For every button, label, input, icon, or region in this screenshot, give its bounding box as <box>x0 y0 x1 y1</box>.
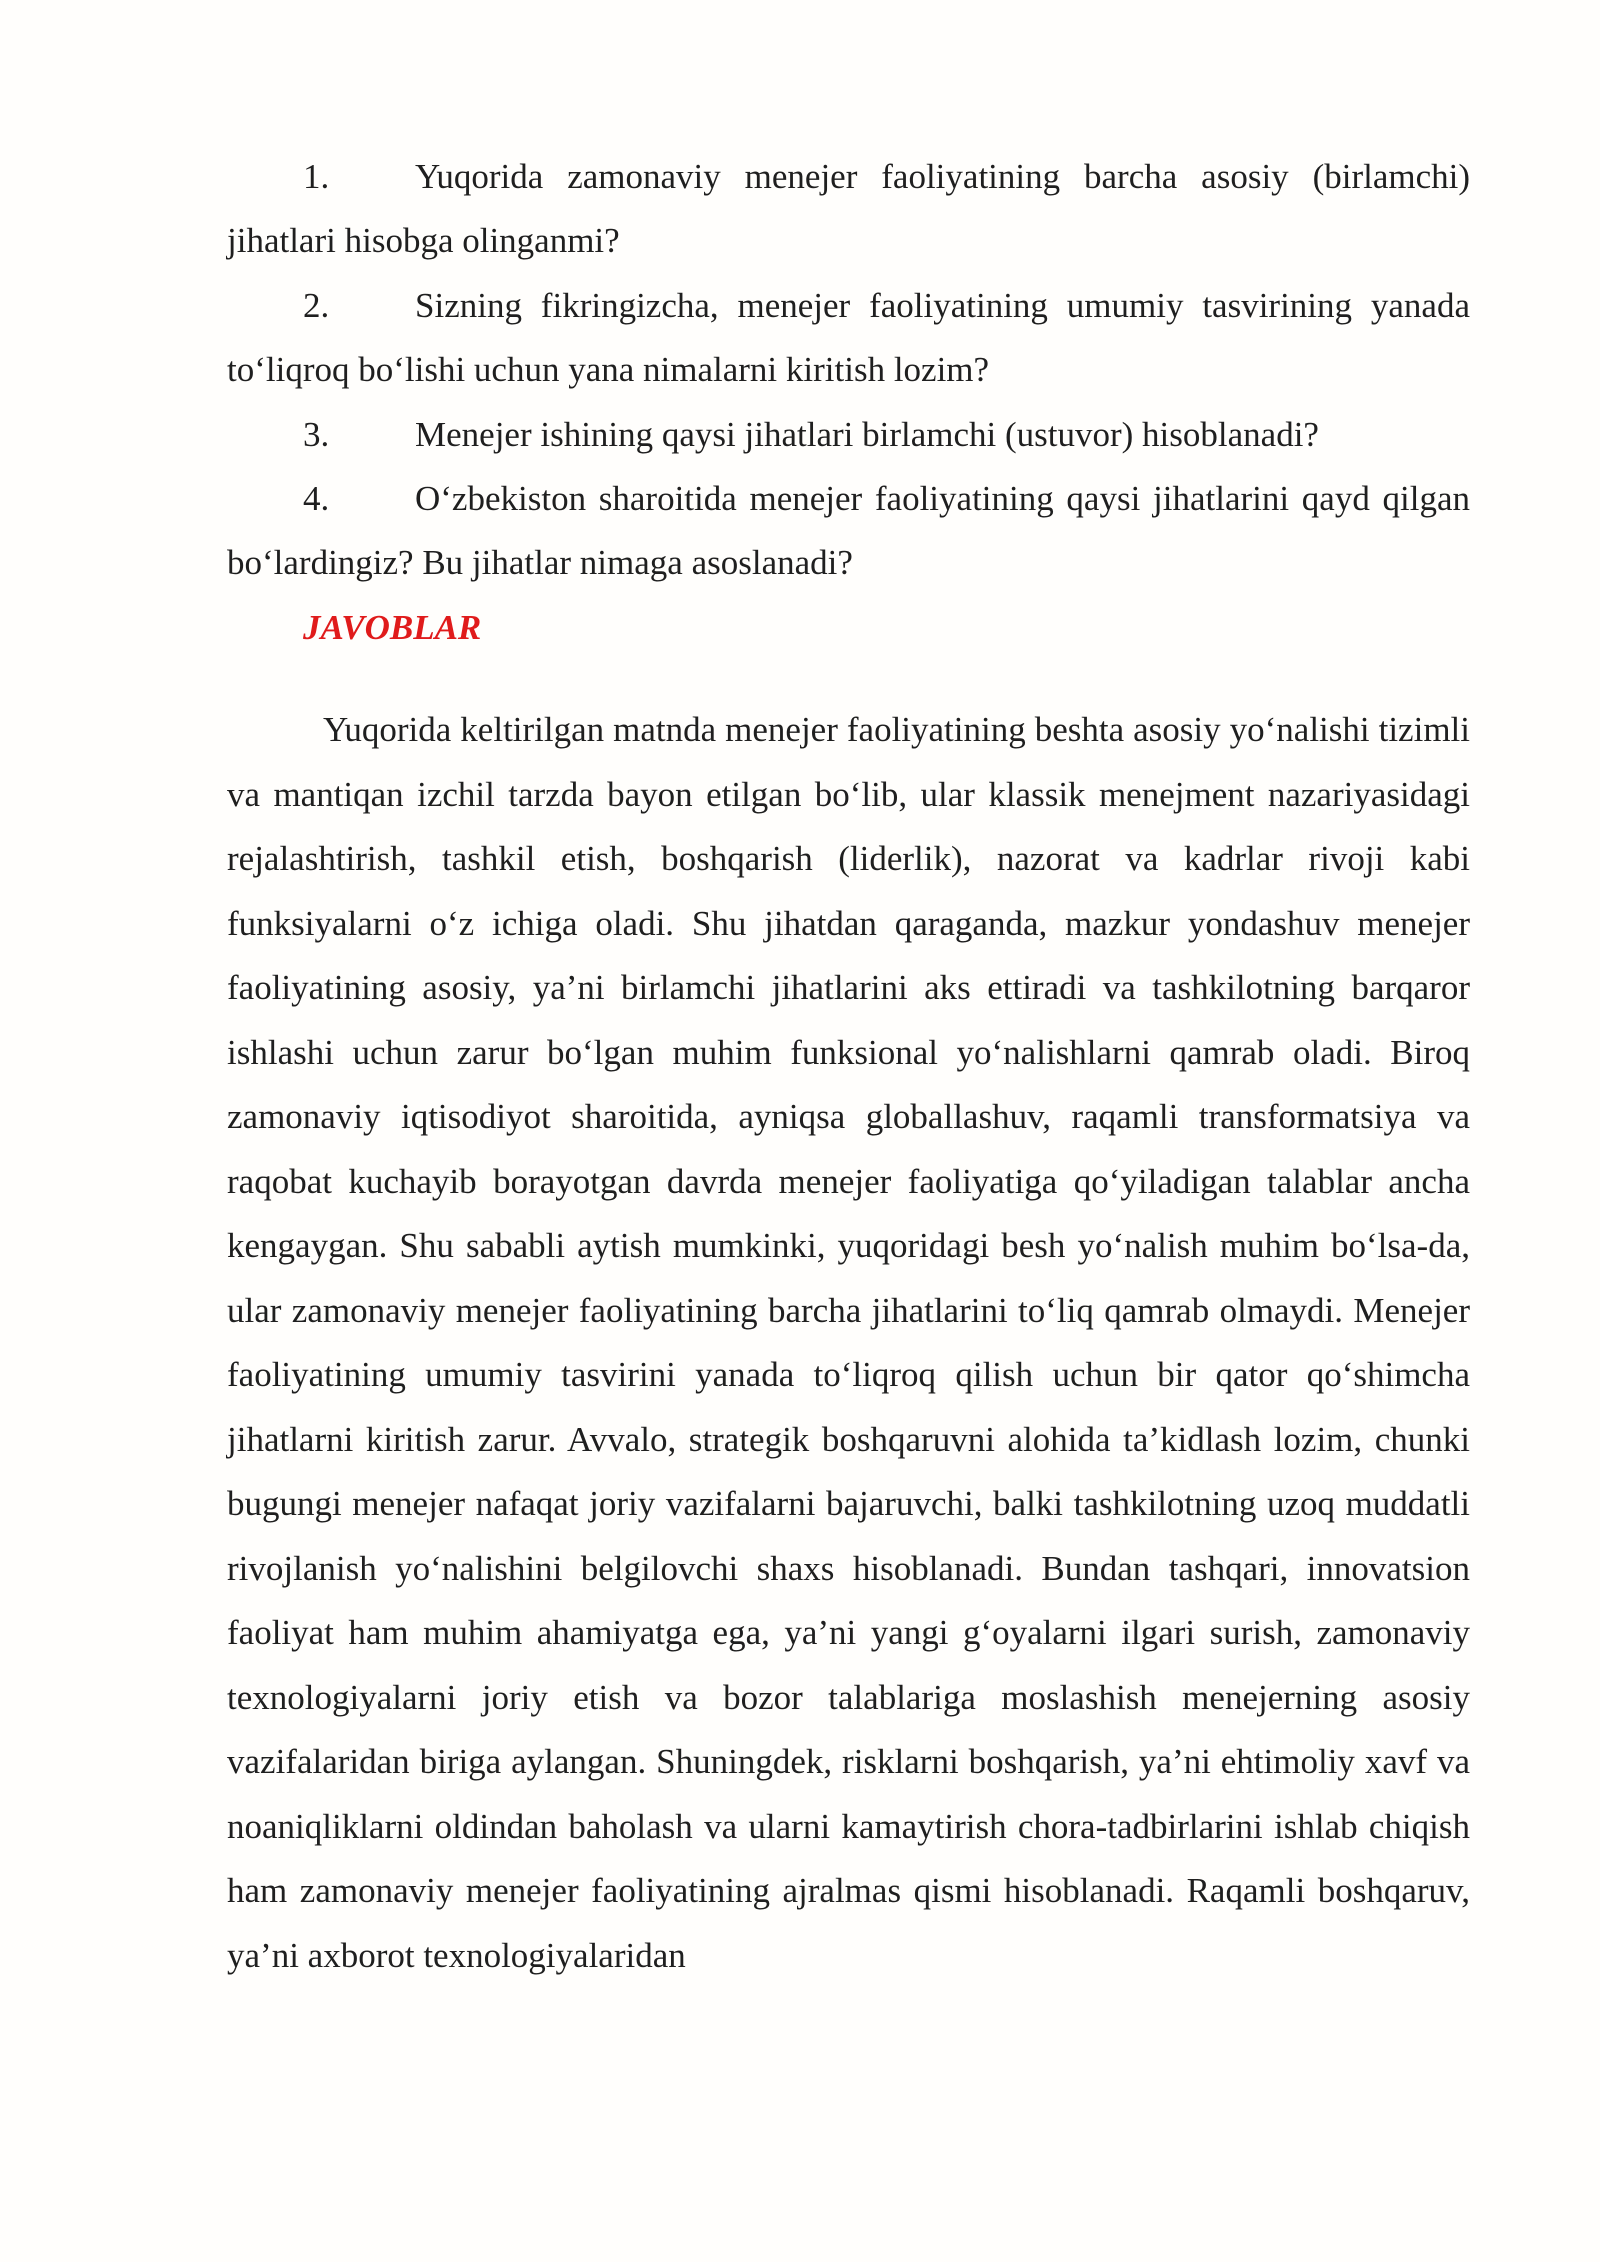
question-number: 1. <box>303 157 330 196</box>
question-text: Sizning fikringizcha, menejer faoliyatining umumiy tasvirining yanada to‘liqroq bo‘lishi uchun yana nimalarni kiritish lozim? <box>227 285 1470 390</box>
question-text: Menejer ishining qaysi jihatlari birlamchi (ustuvor) hisoblanadi? <box>415 414 1319 454</box>
question-item-2 <box>227 274 1470 403</box>
question-number: 2. <box>303 285 330 325</box>
answers-heading: JAVOBLAR <box>303 607 482 647</box>
question-item-4 <box>227 467 1470 596</box>
question-number: 3. <box>303 414 330 454</box>
question-text: Yuqorida zamonaviy menejer faoliyatining barcha asosiy (birlamchi) jihatlari hisobga olinganmi? <box>227 157 1470 261</box>
answer-paragraph: Yuqorida keltirilgan matnda menejer faoliyatining beshta asosiy yo‘nalishi tizimli va mantiqan izchil tarzda bayon etilgan bo‘lib, ular klassik menejment nazariyasidagi rejalashtirish, tashkil etish, boshqarish (liderlik), nazorat va kadrlar rivoji kabi funksiyalarni o‘z ichiga oladi. Shu jihatdan qaraganda, mazkur yondashuv menejer faoliyatining asosiy, ya’ni birlamchi jihatlarini aks ettiradi va tashkilotning barqaror ishlashi uchun zarur bo‘lgan muhim funksional yo‘nalishlarni qamrab oladi. Biroq zamonaviy iqtisodiyot sharoitida, ayniqsa globallashuv, raqamli transformatsiya va raqobat kuchayib borayotgan davrda menejer faoliyatiga qo‘yiladigan talablar ancha kengaygan. Shu sababli aytish mumkinki, yuqoridagi besh yo‘nalish muhim bo‘lsa-da, ular zamonaviy menejer faoliyatining barcha jihatlarini to‘liq qamrab olmaydi. Menejer faoliyatining umumiy tasvirini yanada to‘liqroq qilish uchun bir qator qo‘shimcha jihatlarni kiritish zarur. Avvalo, strategik boshqaruvni alohida ta’kidlash lozim, chunki bugungi menejer nafaqat joriy vazifalarni bajaruvchi, balki tashkilotning uzoq muddatli rivojlanish yo‘nalishini belgilovchi shaxs hisoblanadi. Bundan tashqari, innovatsion faoliyat ham muhim ahamiyatga ega, ya’ni yangi g‘oyalarni ilgari surish, zamonaviy texnologiyalarni joriy etish va bozor talablariga moslashish menejerning asosiy vazifalaridan biriga aylangan. Shuningdek, risklarni boshqarish, ya’ni ehtimoliy xavf va noaniqliklarni oldindan baholash va ularni kamaytirish chora-tadbirlarini ishlab chiqish ham zamonaviy menejer faoliyatining ajralmas qismi hisoblanadi. Raqamli boshqaruv, ya’ni axborot texnologiyalaridan <box>227 710 1470 1975</box>
question-item-1 <box>227 145 1470 274</box>
question-text: O‘zbekiston sharoitida menejer faoliyatining qaysi jihatlarini qayd qilgan bo‘lardingiz? Bu jihatlar nimaga asoslanadi? <box>227 479 1470 583</box>
question-item-3 <box>227 403 1470 467</box>
question-number: 4. <box>303 479 330 519</box>
page-content <box>227 145 1470 1988</box>
